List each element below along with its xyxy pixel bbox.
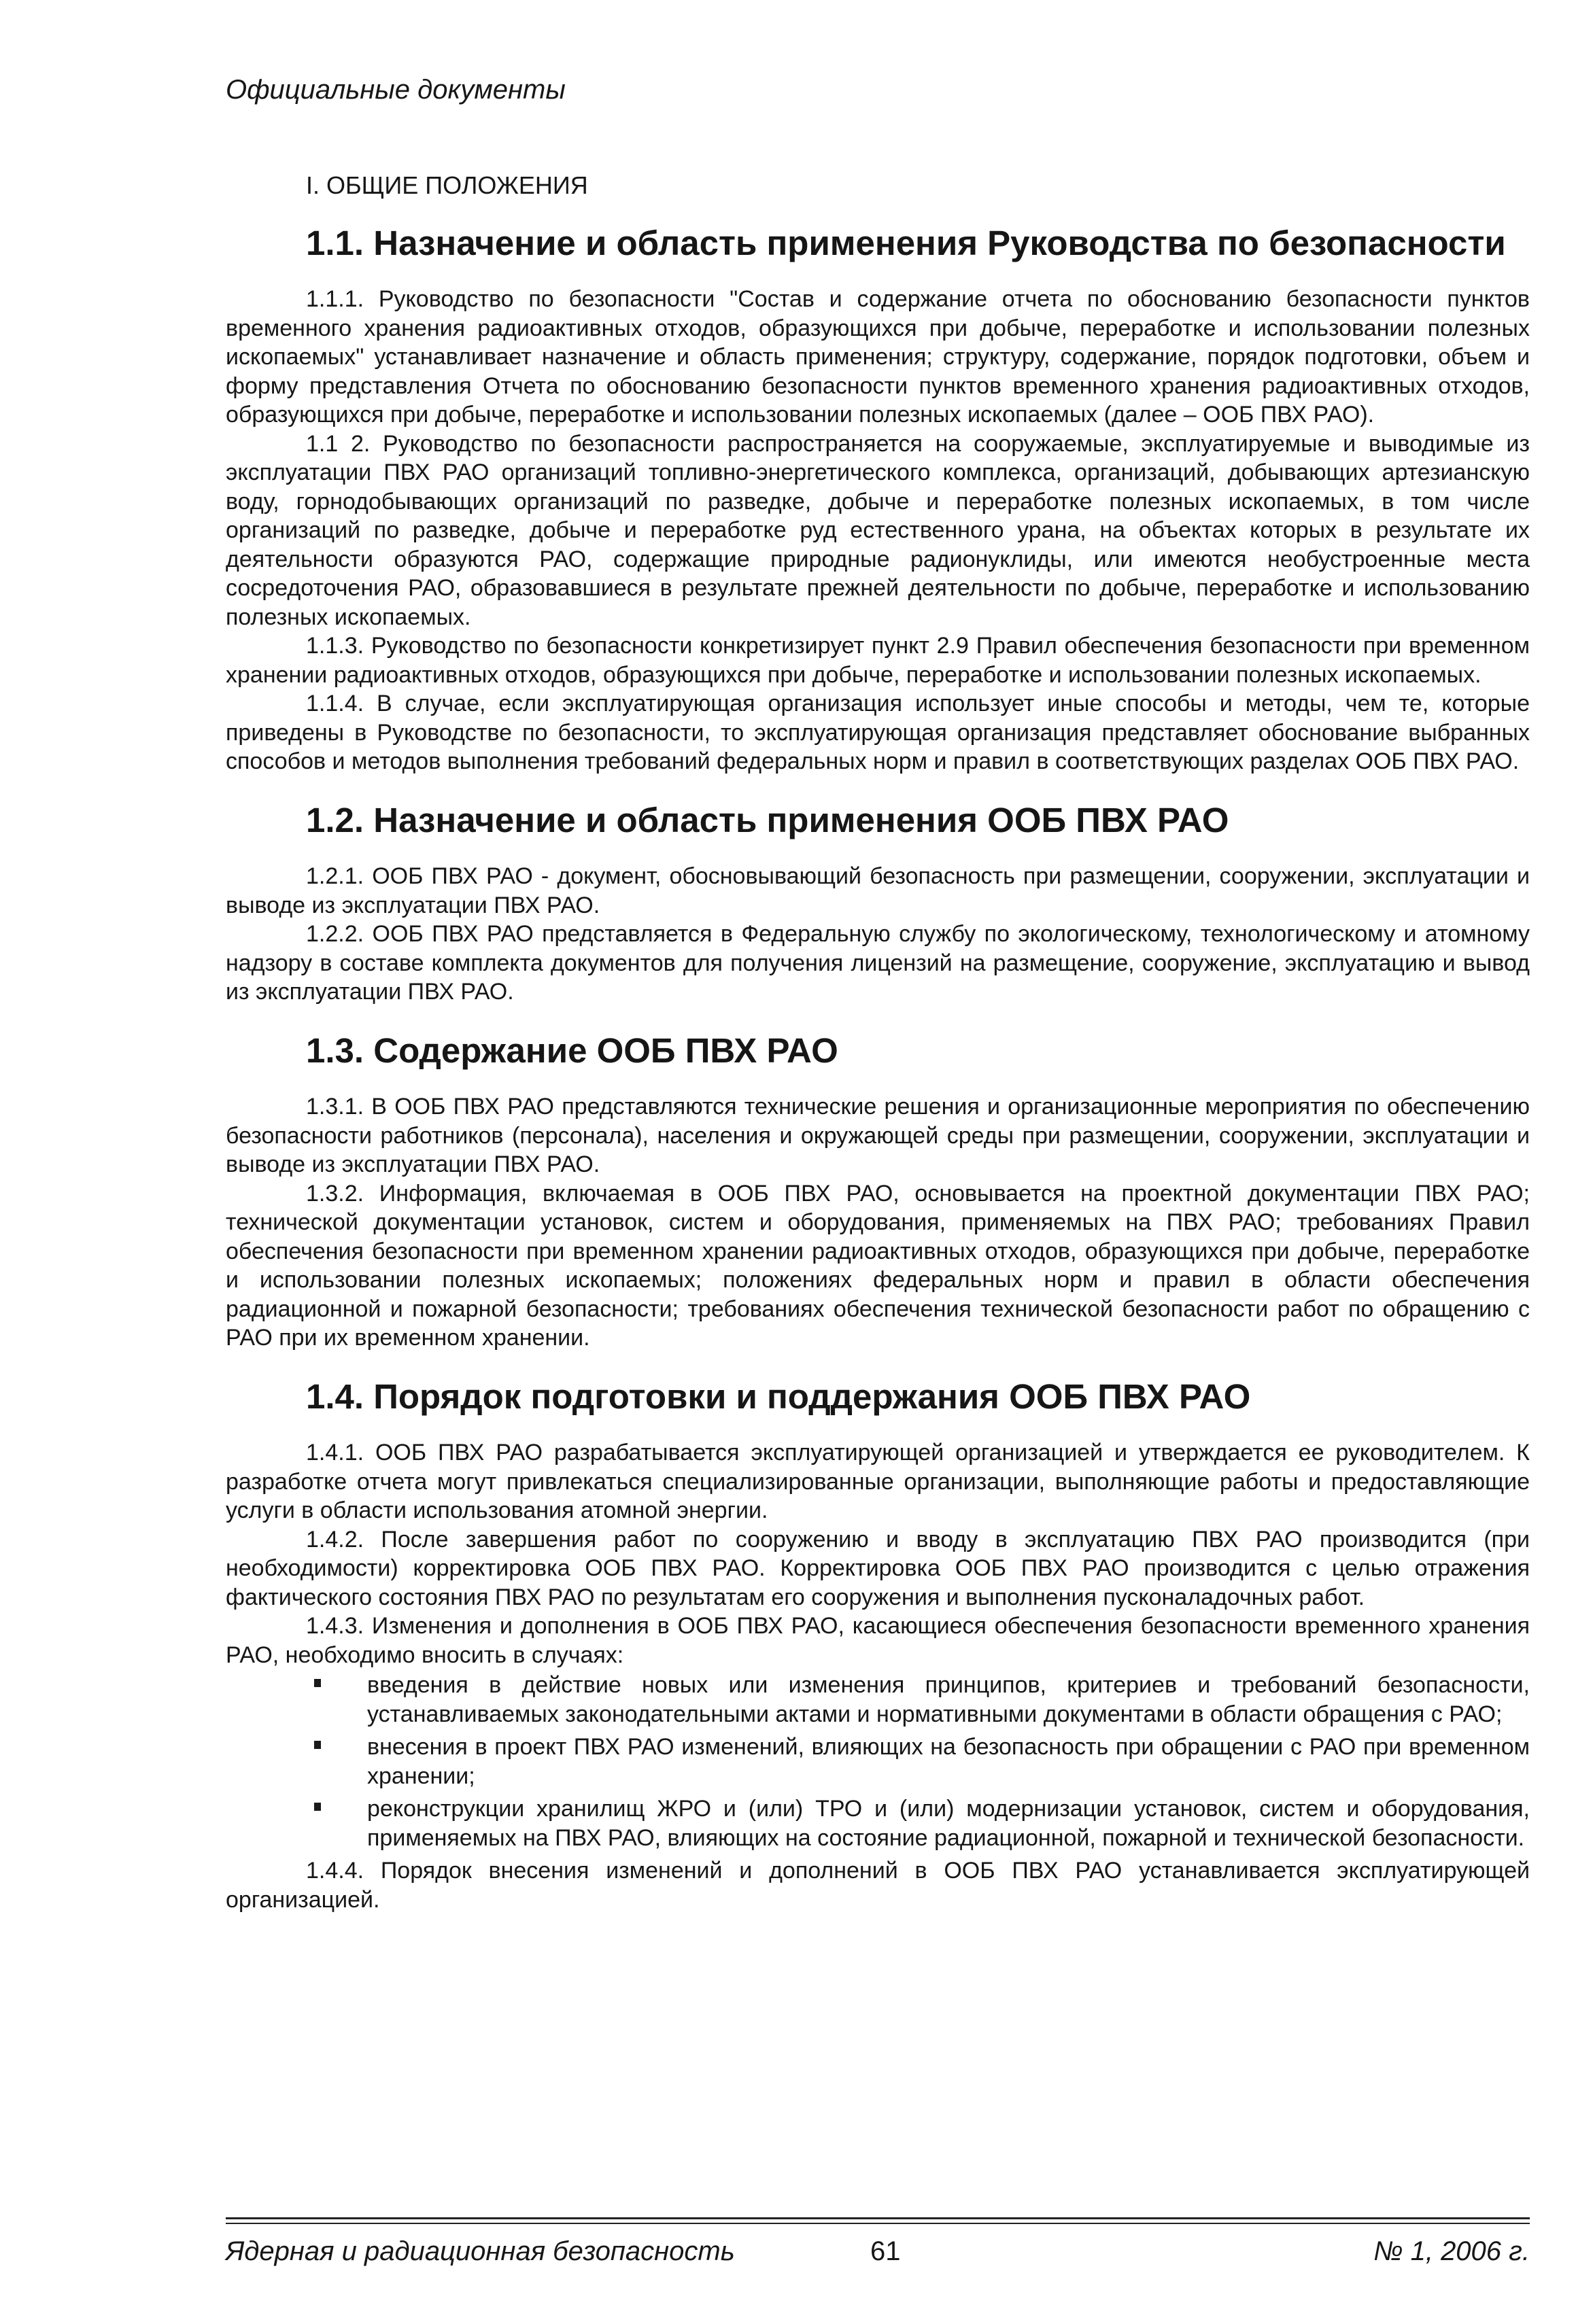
paragraph-1-4-4: 1.4.4. Порядок внесения изменений и дополнений в ООБ ПВХ РАО устанавливается эксплуатирующей организацией. — [226, 1858, 1530, 1913]
paragraph-1-2-2: 1.2.2. ООБ ПВХ РАО представляется в Федеральную службу по экологическому, технологическому и атомному надзору в составе комплекта документов для получения лицензий на размещение, сооружение, эксплуатацию и вывод из эксплуатации ПВХ РАО. — [226, 921, 1530, 1005]
square-bullet-icon — [314, 1679, 321, 1687]
paragraph-1-4-1: 1.4.1. ООБ ПВХ РАО разрабатывается эксплуатирующей организацией и утверждается ее руководителем. К разработке отчета могут привлекаться специализированные организации, выполняющие работы и предоставляющие услуги в области использования атомной энергии. — [226, 1440, 1530, 1523]
paragraph-1-3-2: 1.3.2. Информация, включаемая в ООБ ПВХ РАО, основывается на проектной документации ПВХ РАО; технической документации установок, систем и оборудования, применяемых на ПВХ РАО; требованиях Правил обеспечения безопасности при временном хранении радиоактивных отходов, образующихся при добыче, переработке и использовании полезных ископаемых; положениях федеральных норм и правил в области обеспечения радиационной и пожарной безопасности; требованиях обеспечения технической безопасности работ по обращению с РАО при их временном хранении. — [226, 1180, 1530, 1351]
list-item-text: внесения в проект ПВХ РАО изменений, влияющих на безопасность при обращении с РАО при временном хранении; — [367, 1734, 1530, 1789]
square-bullet-icon — [314, 1741, 321, 1749]
footer-rule — [226, 2217, 1530, 2219]
list-item — [367, 1733, 1530, 1790]
issue-number: № 1, 2006 г. — [1373, 2236, 1530, 2266]
paragraph-1-4-2: 1.4.2. После завершения работ по сооружению и вводу в эксплуатацию ПВХ РАО производится (при необходимости) корректировка ООБ ПВХ РАО. Корректировка ООБ ПВХ РАО производится с целью отражения фактического состояния ПВХ РАО по результатам его сооружения и выполнения пусконаладочных работ. — [226, 1526, 1530, 1610]
paragraph-1-1-2: 1.1 2. Руководство по безопасности распространяется на сооружаемые, эксплуатируемые и выводимые из эксплуатации ПВХ РАО организаций топливно-энергетического комплекса, организаций, добывающих артезианскую воду, горнодобывающих организаций по разведке, добыче и переработке полезных ископаемых, в том числе организаций по разведке, добыче и переработке руд естественного урана, на объектах которых в результате их деятельности образуются РАО, содержащие природные радионуклиды, или имеются необустроенные места сосредоточения РАО, образовавшиеся в результате прежней деятельности по добыче, переработке и использованию полезных ископаемых. — [226, 430, 1530, 630]
list-item-text: реконструкции хранилищ ЖРО и (или) ТРО и (или) модернизации установок, систем и оборудования, применяемых на ПВХ РАО, влияющих на состояние радиационной, пожарной и технической безопасности. — [367, 1796, 1530, 1851]
journal-title: Ядерная и радиационная безопасность — [226, 2236, 735, 2266]
paragraph-1-4-3: 1.4.3. Изменения и дополнения в ООБ ПВХ РАО, касающиеся обеспечения безопасности временного хранения РАО, необходимо вносить в случаях: — [226, 1613, 1530, 1668]
paragraph-1-2-1: 1.2.1. ООБ ПВХ РАО - документ, обосновывающий безопасность при размещении, сооружении, эксплуатации и выводе из эксплуатации ПВХ РАО. — [226, 863, 1530, 918]
list-item — [367, 1794, 1530, 1852]
square-bullet-icon — [314, 1803, 321, 1811]
section-heading-1-2: 1.2. Назначение и область применения ООБ ПВХ РАО — [306, 800, 1229, 839]
footer-rule — [226, 2223, 1530, 2224]
paragraph-1-1-3: 1.1.3. Руководство по безопасности конкретизирует пункт 2.9 Правил обеспечения безопасности при временном хранении радиоактивных отходов, образующихся при добыче, переработке и использовании полезных ископаемых. — [226, 633, 1530, 688]
list-item — [367, 1671, 1530, 1729]
document-body — [226, 171, 1530, 1914]
chapter-heading: I. ОБЩИЕ ПОЛОЖЕНИЯ — [306, 171, 588, 199]
running-head: Официальные документы — [226, 75, 566, 105]
section-heading-1-1: 1.1. Назначение и область применения Руководства по безопасности — [306, 223, 1506, 262]
paragraph-1-1-1: 1.1.1. Руководство по безопасности "Состав и содержание отчета по обоснованию безопасности пунктов временного хранения радиоактивных отходов, образующихся при добыче, переработке и использовании полезных ископаемых" устанавливает назначение и область применения; структуру, содержание, порядок подготовки, объем и форму представления Отчета по обоснованию безопасности пунктов временного хранения радиоактивных отходов, образующихся при добыче, переработке и использовании полезных ископаемых (далее – ООБ ПВХ РАО). — [226, 286, 1530, 428]
page-number: 61 — [870, 2236, 901, 2266]
paragraph-1-1-4: 1.1.4. В случае, если эксплуатирующая организация использует иные способы и методы, чем те, которые приведены в Руководстве по безопасности, то эксплуатирующая организация представляет обоснование выбранных способов и методов выполнения требований федеральных норм и правил в соответствующих разделах ООБ ПВХ РАО. — [226, 691, 1530, 774]
page-footer — [226, 2235, 1530, 2268]
section-heading-1-4: 1.4. Порядок подготовки и поддержания ООБ ПВХ РАО — [306, 1376, 1251, 1416]
paragraph-1-3-1: 1.3.1. В ООБ ПВХ РАО представляются технические решения и организационные мероприятия по обеспечению безопасности работников (персонала), населения и окружающей среды при размещении, сооружении, эксплуатации и выводе из эксплуатации ПВХ РАО. — [226, 1094, 1530, 1177]
section-heading-1-3: 1.3. Содержание ООБ ПВХ РАО — [306, 1030, 838, 1070]
bullet-list — [226, 1671, 1530, 1852]
list-item-text: введения в действие новых или изменения принципов, критериев и требований безопасности, устанавливаемых законодательными актами и нормативными документами в области обращения с РАО; — [367, 1672, 1530, 1727]
